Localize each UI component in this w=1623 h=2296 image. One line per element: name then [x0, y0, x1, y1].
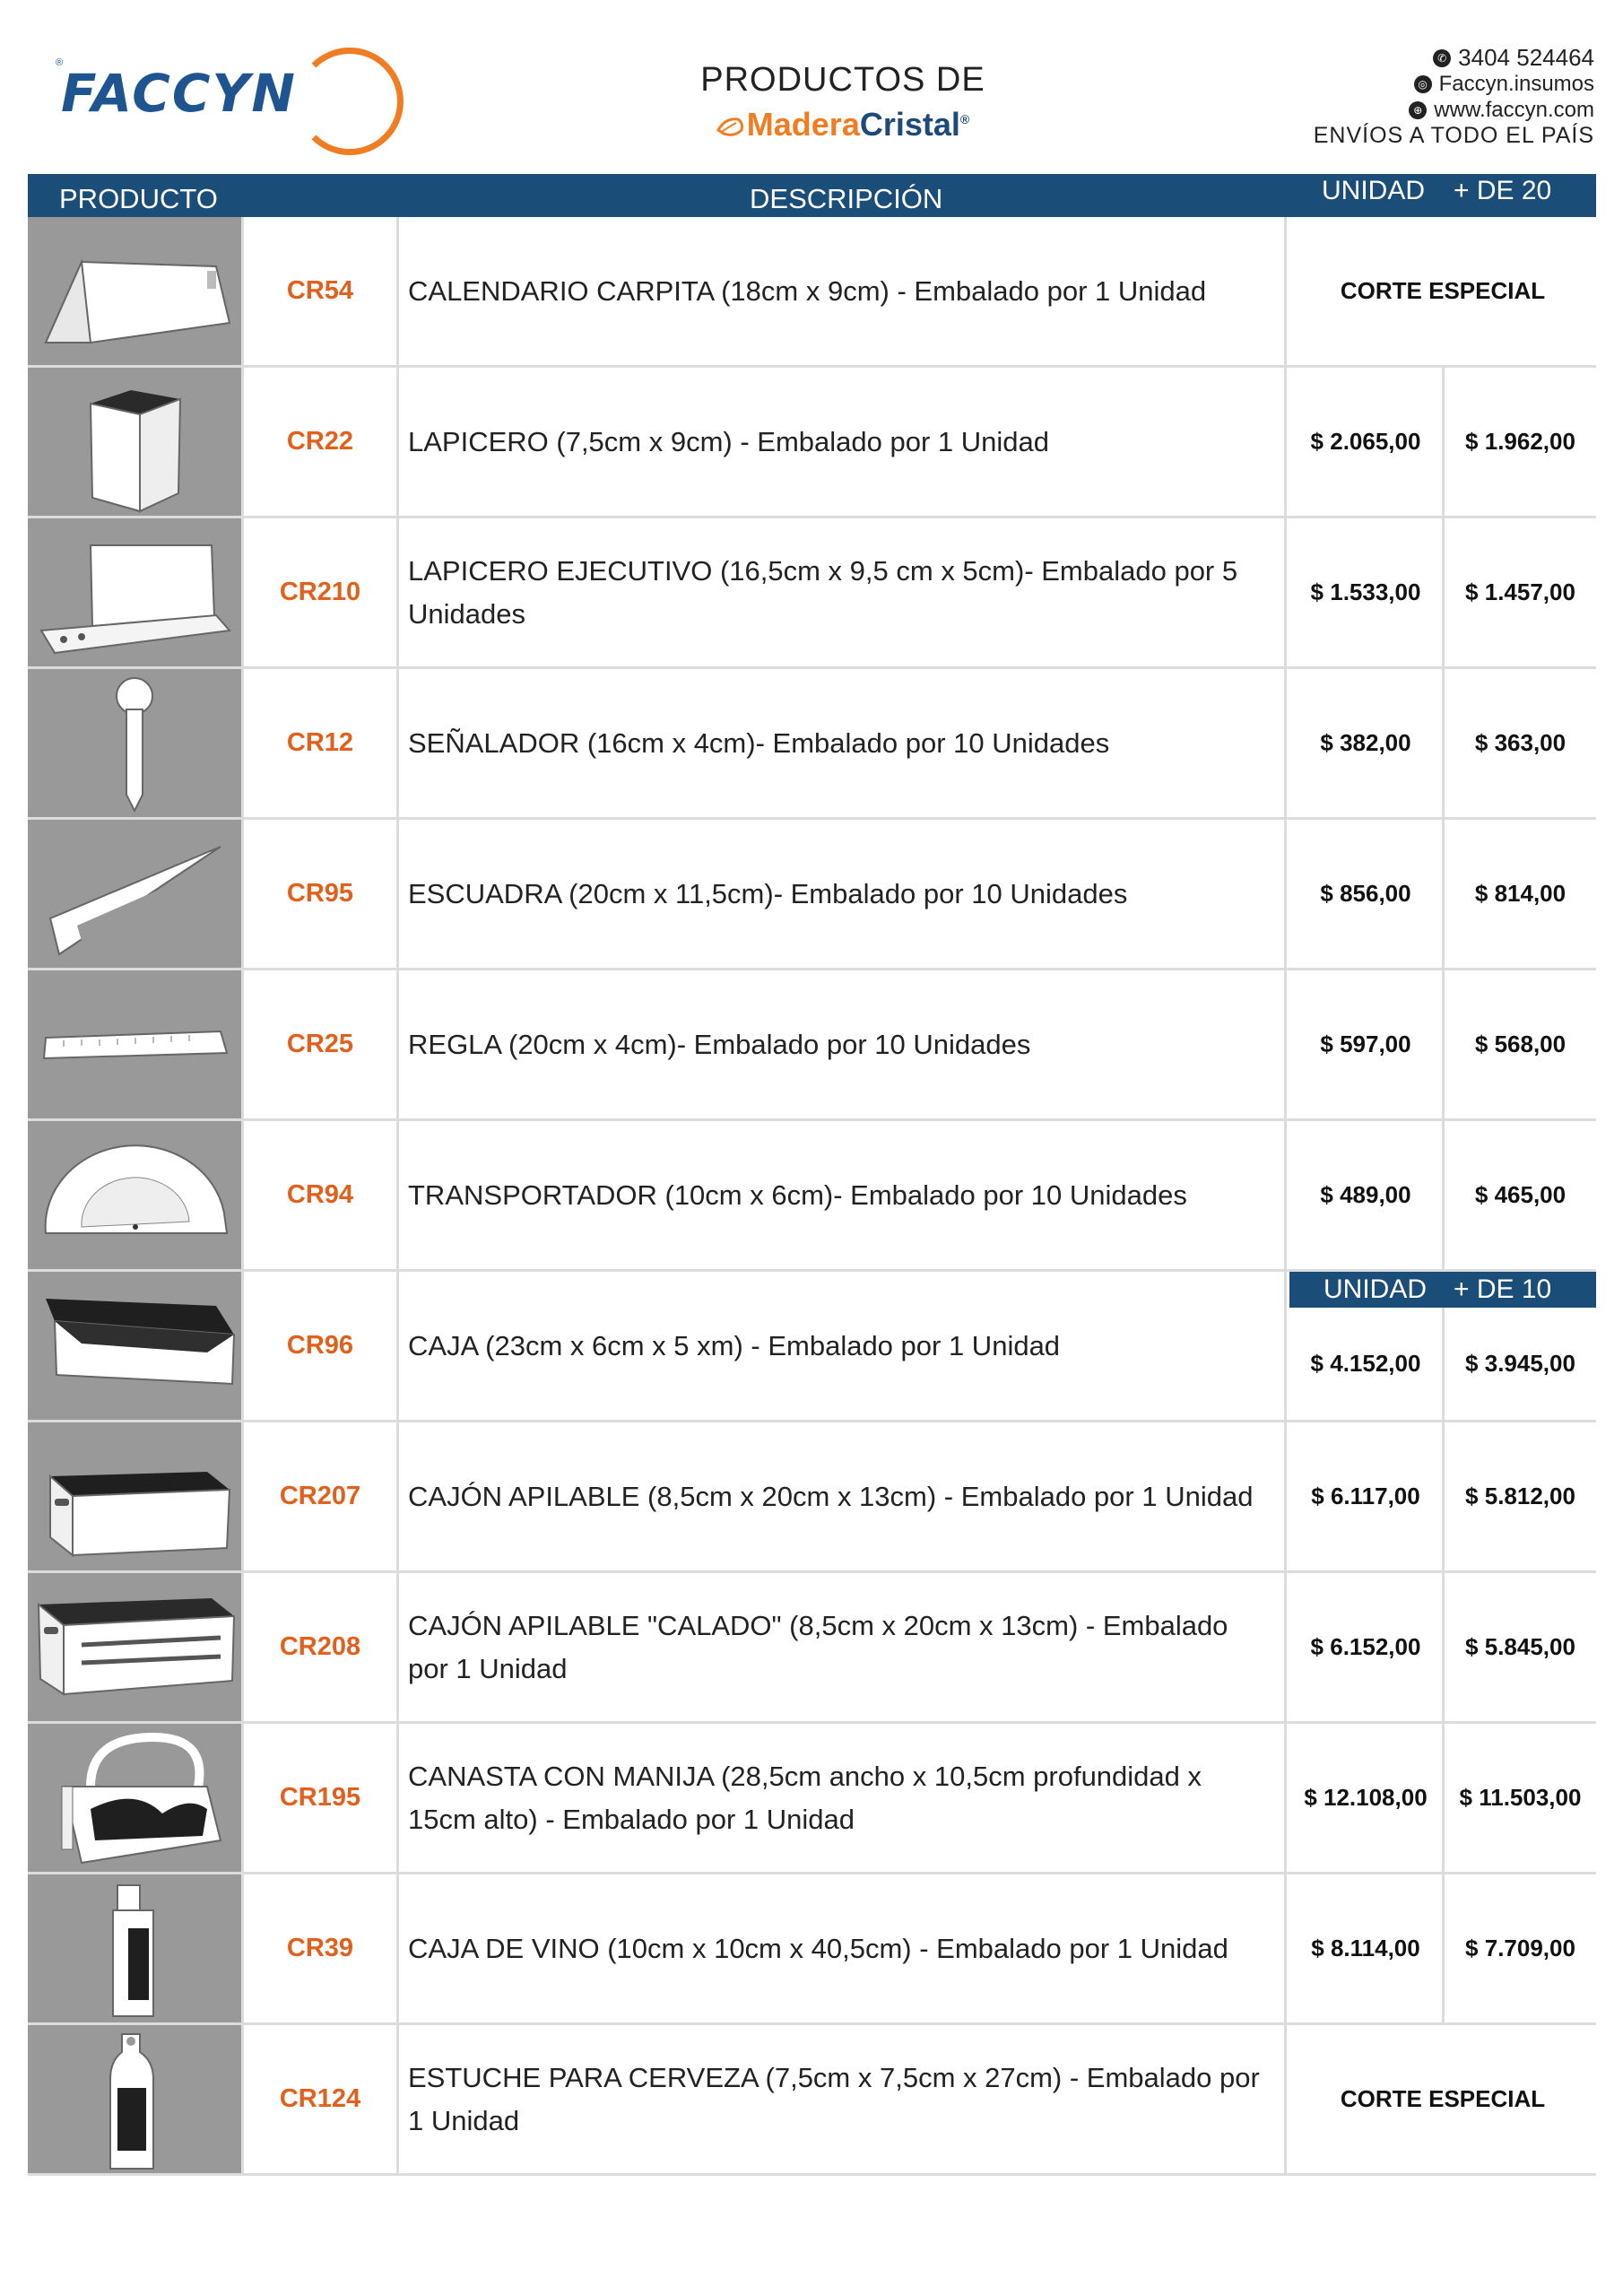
phone: 3404 524464	[1458, 44, 1594, 71]
product-image	[28, 1422, 244, 1570]
product-description: ESCUADRA (20cm x 11,5cm)- Embalado por 10 Unidades	[399, 820, 1287, 968]
box-icon	[28, 1272, 241, 1420]
product-description: CAJÓN APILABLE (8,5cm x 20cm x 13cm) - Embalado por 1 Unidad	[399, 1422, 1287, 1570]
product-image	[28, 368, 244, 516]
product-image	[28, 1724, 244, 1872]
table-row	[28, 217, 1596, 368]
table-row	[28, 1573, 1596, 1724]
price-unit: $ 382,00	[1289, 669, 1445, 817]
product-image	[28, 217, 244, 365]
ruler-icon	[28, 970, 241, 1118]
table-row	[28, 669, 1596, 820]
price-unit: $ 6.117,00	[1289, 1422, 1445, 1570]
special-cut-label: CORTE ESPECIAL	[1340, 2085, 1546, 2112]
subheader-unit: UNIDAD	[1324, 1274, 1428, 1304]
product-description: CAJA (23cm x 6cm x 5 xm) - Embalado por 1 Unidad	[399, 1272, 1287, 1420]
product-code: CR207	[244, 1422, 399, 1570]
product-code: CR195	[244, 1724, 399, 1872]
product-code: CR208	[244, 1573, 399, 1721]
special-cut-label: CORTE ESPECIAL	[1340, 277, 1546, 304]
logo-text: FACCYN	[61, 63, 297, 124]
executive-pen-holder-icon	[28, 518, 241, 666]
price-bulk: $ 11.503,00	[1459, 1784, 1582, 1811]
col-unit: UNIDAD	[1322, 176, 1426, 205]
col-product: PRODUCTO	[59, 183, 218, 214]
crate-icon	[28, 1422, 241, 1570]
price-bulk: $ 5.812,00	[1465, 1483, 1575, 1509]
product-image	[28, 518, 244, 666]
leaf-icon	[716, 114, 747, 139]
price-unit: $ 1.533,00	[1289, 518, 1445, 666]
table-row	[28, 1121, 1596, 1272]
subheader-price	[1289, 1272, 1596, 1308]
product-image	[28, 1874, 244, 2022]
subheader-bulk: + DE 10	[1454, 1274, 1552, 1304]
product-description: CAJA DE VINO (10cm x 10cm x 40,5cm) - Embalado por 1 Unidad	[399, 1874, 1287, 2022]
product-description: SEÑALADOR (16cm x 4cm)- Embalado por 10 Unidades	[399, 669, 1287, 817]
product-code: CR12	[244, 669, 399, 817]
product-image	[28, 820, 244, 968]
product-table	[28, 217, 1596, 2176]
product-image	[28, 1573, 244, 1721]
product-description: CALENDARIO CARPITA (18cm x 9cm) - Embalado por 1 Unidad	[399, 217, 1287, 365]
table-row	[28, 518, 1596, 669]
product-code: CR39	[244, 1874, 399, 2022]
contact-block	[1314, 45, 1594, 149]
table-row	[28, 1272, 1596, 1422]
table-header	[28, 174, 1596, 217]
price-bulk: $ 7.709,00	[1465, 1935, 1575, 1961]
brand-mark: ®	[959, 112, 970, 126]
price-bulk: $ 5.845,00	[1465, 1633, 1575, 1660]
table-row	[28, 1422, 1596, 1573]
product-code: CR54	[244, 217, 399, 365]
product-code: CR94	[244, 1121, 399, 1269]
price-bulk: $ 363,00	[1474, 729, 1567, 756]
product-description: TRANSPORTADOR (10cm x 6cm)- Embalado por 10 Unidades	[399, 1121, 1287, 1269]
price-bulk: $ 1.962,00	[1465, 428, 1575, 455]
instagram-handle[interactable]: Faccyn.insumos	[1438, 72, 1594, 96]
price-bulk: $ 814,00	[1474, 880, 1567, 907]
product-image	[28, 1121, 244, 1269]
calendar-tent-icon	[28, 217, 241, 365]
faccyn-logo	[54, 43, 395, 160]
catalog-title	[646, 61, 1040, 143]
product-code: CR96	[244, 1272, 399, 1420]
table-row	[28, 1874, 1596, 2025]
price-bulk: $ 465,00	[1474, 1181, 1567, 1208]
beer-case-icon	[28, 2025, 241, 2173]
table-row	[28, 368, 1596, 518]
price-unit: $ 856,00	[1289, 820, 1445, 968]
shipping-note: ENVÍOS A TODO EL PAÍS	[1313, 123, 1594, 148]
product-code: CR210	[244, 518, 399, 666]
instagram-icon: ◎	[1414, 75, 1432, 93]
table-row	[28, 970, 1596, 1121]
product-code: CR22	[244, 368, 399, 516]
product-code: CR124	[244, 2025, 399, 2173]
website-link[interactable]: www.faccyn.com	[1434, 98, 1594, 122]
pen-holder-icon	[28, 368, 241, 516]
web-icon: ⊕	[1409, 101, 1427, 119]
price-unit: $ 8.114,00	[1289, 1874, 1445, 2022]
price-unit: $ 12.108,00	[1289, 1724, 1445, 1872]
product-description: ESTUCHE PARA CERVEZA (7,5cm x 7,5cm x 27cm) - Embalado por 1 Unidad	[399, 2025, 1287, 2173]
price-unit: $ 4.152,00	[1289, 1308, 1445, 1420]
col-bulk: + DE 20	[1454, 176, 1552, 205]
product-image	[28, 1272, 244, 1420]
product-description: LAPICERO (7,5cm x 9cm) - Embalado por 1 Unidad	[399, 368, 1287, 516]
product-description: CAJÓN APILABLE "CALADO" (8,5cm x 20cm x 13cm) - Embalado por 1 Unidad	[399, 1573, 1287, 1721]
price-unit: $ 597,00	[1289, 970, 1445, 1118]
product-image	[28, 669, 244, 817]
price-bulk: $ 3.945,00	[1465, 1350, 1575, 1377]
bookmark-icon	[28, 669, 241, 817]
price-bulk: $ 1.457,00	[1465, 578, 1575, 605]
product-code: CR95	[244, 820, 399, 968]
product-description: LAPICERO EJECUTIVO (16,5cm x 9,5 cm x 5cm)- Embalado por 5 Unidades	[399, 518, 1287, 666]
set-square-icon	[28, 820, 241, 968]
price-bulk: $ 568,00	[1474, 1031, 1567, 1057]
basket-icon	[28, 1724, 241, 1872]
brand-cristal: Cristal	[859, 106, 960, 143]
brand-madera: Madera	[746, 106, 860, 143]
product-code: CR25	[244, 970, 399, 1118]
wine-box-icon	[28, 1874, 241, 2022]
table-row	[28, 1724, 1596, 1874]
logo-circle-icon	[296, 48, 404, 155]
table-row	[28, 820, 1596, 970]
title-line: PRODUCTOS DE	[700, 61, 985, 99]
product-image	[28, 2025, 244, 2173]
product-description: CANASTA CON MANIJA (28,5cm ancho x 10,5cm profundidad x 15cm alto) - Embalado por 1 Unidad	[399, 1724, 1287, 1872]
price-unit: $ 2.065,00	[1289, 368, 1445, 516]
brand-madera-cristal	[646, 101, 1040, 143]
product-image	[28, 970, 244, 1118]
price-unit: $ 6.152,00	[1289, 1573, 1445, 1721]
registered-mark: ®	[56, 57, 64, 68]
protractor-icon	[28, 1121, 241, 1269]
table-row	[28, 2025, 1596, 2176]
price-unit: $ 489,00	[1289, 1121, 1445, 1269]
slatted-crate-icon	[28, 1573, 241, 1721]
whatsapp-icon: ✆	[1433, 49, 1451, 67]
product-description: REGLA (20cm x 4cm)- Embalado por 10 Unidades	[399, 970, 1287, 1118]
col-description: DESCRIPCIÓN	[750, 183, 943, 214]
